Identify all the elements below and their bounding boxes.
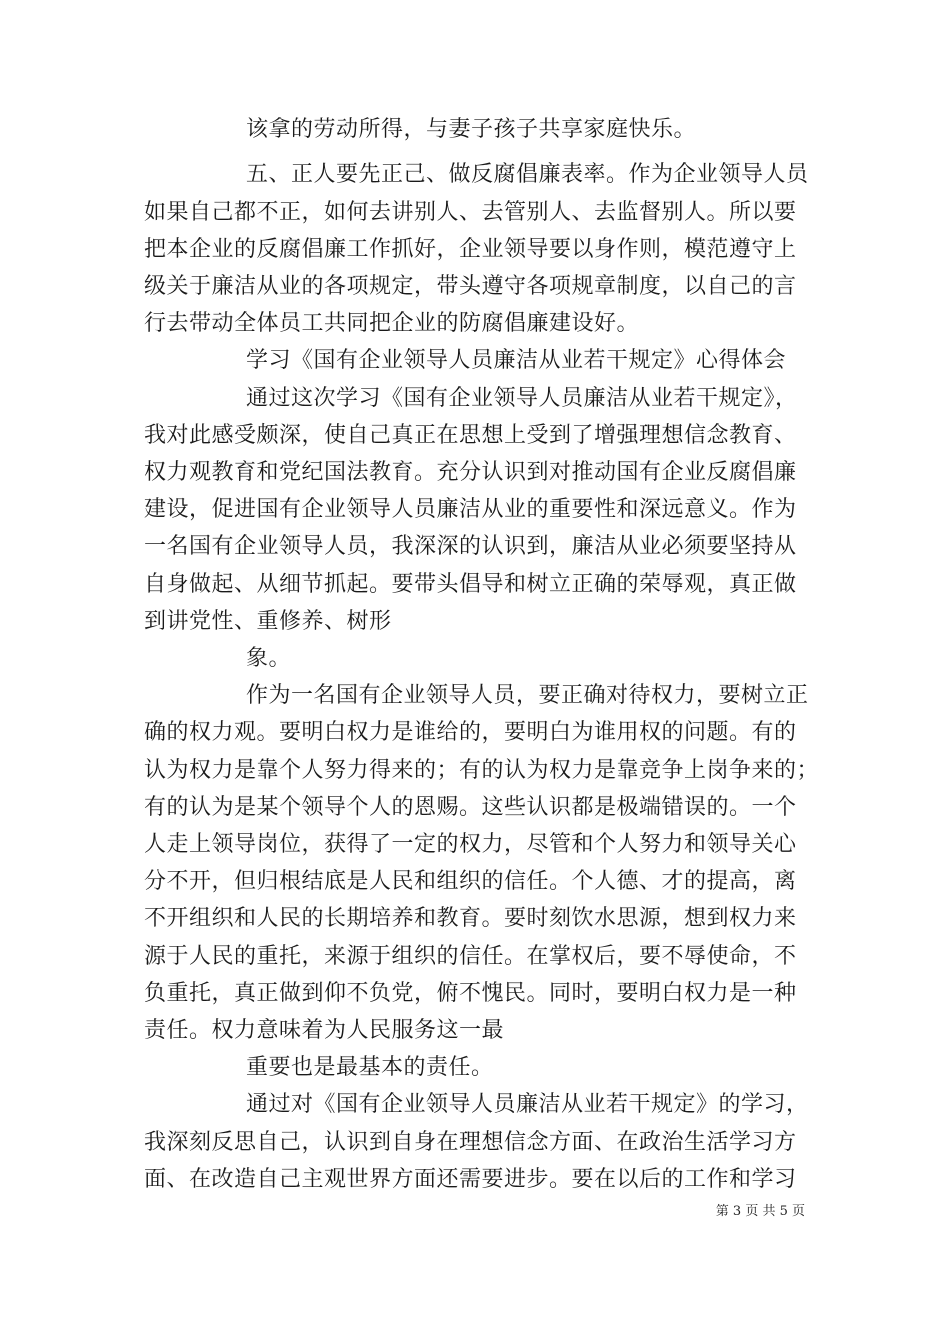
text-line: 分不开，但归根结底是人民和组织的信任。个人德、才的提高，离	[144, 869, 797, 894]
text-line: 负重托，真正做到仰不负党，俯不愧民。同时，要明白权力是一种	[144, 981, 797, 1006]
text-line: 如果自己都不正，如何去讲别人、去管别人、去监督别人。所以要	[144, 200, 797, 225]
text-line: 认为权力是靠个人努力得来的；有的认为权力是靠竞争上岗争来的；	[144, 758, 820, 783]
text-line: 源于人民的重托，来源于组织的信任。在掌权后，要不辱使命，不	[144, 944, 797, 969]
text-line: 到讲党性、重修养、树形	[144, 609, 392, 634]
text-line: 作为一名国有企业领导人员，要正确对待权力，要树立正	[246, 683, 809, 708]
page-number: 第 3 页 共 5 页	[715, 1204, 805, 1219]
text-line: 自身做起、从细节抓起。要带头倡导和树立正确的荣辱观，真正做	[144, 572, 797, 597]
text-line: 我对此感受颇深，使自己真正在思想上受到了增强理想信念教育、	[144, 423, 797, 448]
section-heading: 学习《国有企业领导人员廉洁从业若干规定》心得体会	[246, 348, 787, 373]
text-line: 有的认为是某个领导个人的恩赐。这些认识都是极端错误的。一个	[144, 795, 797, 820]
text-line: 确的权力观。要明白权力是谁给的，要明白为谁用权的问题。有的	[144, 720, 797, 745]
text-line: 面、在改造自己主观世界方面还需要进步。要在以后的工作和学习	[144, 1167, 797, 1192]
text-line: 把本企业的反腐倡廉工作抓好，企业领导要以身作则，模范遵守上	[144, 237, 797, 262]
text-line: 人走上领导岗位，获得了一定的权力，尽管和个人努力和领导关心	[144, 832, 797, 857]
text-line: 行去带动全体员工共同把企业的防腐倡廉建设好。	[144, 311, 640, 336]
text-line: 该拿的劳动所得，与妻子孩子共享家庭快乐。	[246, 117, 697, 142]
text-line: 权力观教育和党纪国法教育。充分认识到对推动国有企业反腐倡廉	[144, 460, 797, 485]
text-line: 级关于廉洁从业的各项规定，带头遵守各项规章制度，以自己的言	[144, 274, 797, 299]
text-line: 不开组织和人民的长期培养和教育。要时刻饮水思源，想到权力来	[144, 906, 797, 931]
text-line: 五、正人要先正己、做反腐倡廉表率。作为企业领导人员	[246, 162, 809, 187]
text-line: 通过对《国有企业领导人员廉洁从业若干规定》的学习，	[246, 1092, 809, 1117]
text-line: 责任。权力意味着为人民服务这一最	[144, 1018, 505, 1043]
text-line: 我深刻反思自己，认识到自身在理想信念方面、在政治生活学习方	[144, 1130, 797, 1155]
text-line: 通过这次学习《国有企业领导人员廉洁从业若干规定》，	[246, 386, 798, 411]
text-line: 建设，促进国有企业领导人员廉洁从业的重要性和深远意义。作为	[144, 497, 797, 522]
text-line: 一名国有企业领导人员，我深深的认识到，廉洁从业必须要坚持从	[144, 534, 797, 559]
text-line: 重要也是最基本的责任。	[246, 1055, 494, 1080]
text-line: 象。	[246, 646, 292, 671]
